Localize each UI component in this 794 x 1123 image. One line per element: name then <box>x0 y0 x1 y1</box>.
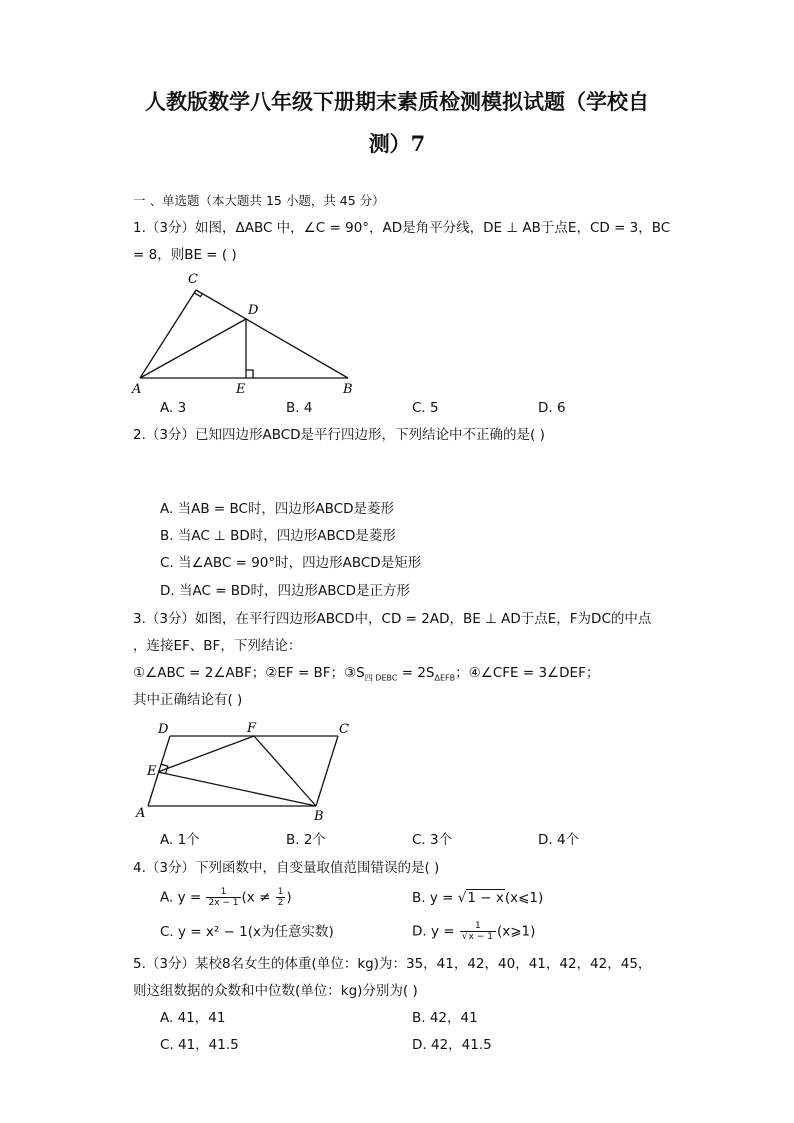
q3-option-d[interactable]: D. 4个 <box>538 832 580 848</box>
segment-ac <box>140 290 196 378</box>
q2-option-d[interactable]: D. 当AC = BD时，四边形ABCD是正方形 <box>160 583 411 599</box>
q3-conclusions <box>133 664 599 688</box>
segment-fb <box>254 736 316 806</box>
label-b: B <box>343 382 353 397</box>
q3-option-b[interactable]: B. 2个 <box>286 832 326 848</box>
q5-text-line2: 则这组数据的众数和中位数(单位：kg)分别为( ) <box>133 983 418 999</box>
q5-option-b[interactable]: B. 42，41 <box>412 1010 478 1026</box>
q4-d-fraction: $\frac{1}{√x - 1}$ <box>460 921 496 942</box>
q3-conclusion-1: ①∠ABC = 2∠ABF； <box>133 665 266 681</box>
label-a: A <box>136 806 146 821</box>
q3-text-line2: ，连接EF、BF，下列结论： <box>133 638 302 654</box>
q1-text-line2: = 8，则BE = ( ) <box>133 247 237 263</box>
q4-option-d[interactable]: D. y = $\frac{1}{√x - 1}$ (x⩾1) <box>412 921 536 942</box>
q4-text: 4.（3分）下列函数中，自变量取值范围错误的是( ) <box>133 860 440 876</box>
q3-conclusion-2: ②EF = BF； <box>265 665 345 681</box>
segment-ad <box>140 319 246 378</box>
label-e: E <box>147 764 157 779</box>
q1-text-line1: 1.（3分）如图，ΔABC 中，∠C = 90°，AD是角平分线，DE ⊥ AB于点E，CD = 3，BC <box>133 220 671 236</box>
right-angle-mark-e <box>246 370 253 378</box>
q4-option-a[interactable]: A. y = $\frac{1}{2x - 1}$ (x ≠ $\frac{1}{2}$ ) <box>160 887 292 908</box>
label-c: C <box>339 722 349 737</box>
segment-cb <box>316 736 338 806</box>
q2-option-b[interactable]: B. 当AC ⊥ BD时，四边形ABCD是菱形 <box>160 528 396 544</box>
q3-conclusion-3: $③S_{四 DEBC} = 2S_{\Delta EFB}$； <box>344 665 469 683</box>
label-c: C <box>188 272 198 287</box>
q5-text-line1: 5.（3分）某校8名女生的体重(单位：kg)为：35，41，42，40，41，42，42，45， <box>133 956 652 972</box>
q5-option-c[interactable]: C. 41，41.5 <box>160 1037 239 1053</box>
q3-conclusion-4: ④∠CFE = 3∠DEF； <box>468 665 600 681</box>
label-e: E <box>236 382 246 397</box>
q3-text-line4: 其中正确结论有( ) <box>133 692 243 708</box>
q3-option-a[interactable]: A. 1个 <box>160 832 200 848</box>
q5-option-a[interactable]: A. 41，41 <box>160 1010 226 1026</box>
q3-parallelogram-figure <box>130 716 360 826</box>
q5-option-d[interactable]: D. 42，41.5 <box>412 1037 492 1053</box>
q4-a-half: $\frac{1}{2}$ <box>277 887 284 908</box>
page-title-line1: 人教版数学八年级下册期末素质检测模拟试题（学校自 <box>145 89 649 114</box>
segment-eb <box>158 772 316 806</box>
q2-text: 2.（3分）已知四边形ABCD是平行四边形，下列结论中不正确的是( ) <box>133 427 545 443</box>
segment-fe <box>158 736 254 772</box>
q4-option-b[interactable]: B. y = √1 − x(x⩽1) <box>412 890 544 906</box>
page-title-line2: 测）7 <box>368 131 426 156</box>
section-heading: 一 、单选题（本大题共 15 小题，共 45 分） <box>133 193 385 208</box>
q2-option-a[interactable]: A. 当AB = BC时，四边形ABCD是菱形 <box>160 501 395 517</box>
q3-option-c[interactable]: C. 3个 <box>412 832 453 848</box>
q1-option-b[interactable]: B. 4 <box>286 400 313 416</box>
q1-option-d[interactable]: D. 6 <box>538 400 566 416</box>
q1-option-a[interactable]: A. 3 <box>160 400 187 416</box>
q1-option-c[interactable]: C. 5 <box>412 400 439 416</box>
label-b: B <box>314 809 324 824</box>
q4-option-c[interactable]: C. y = x² − 1(x为任意实数) <box>160 924 334 940</box>
q3-text-line1: 3.（3分）如图，在平行四边形ABCD中，CD = 2AD，BE ⊥ AD于点E，F为DC的中点 <box>133 611 652 627</box>
q1-triangle-figure <box>130 266 370 398</box>
q2-option-c[interactable]: C. 当∠ABC = 90°时，四边形ABCD是矩形 <box>160 555 422 571</box>
label-f: F <box>247 721 257 736</box>
label-d: D <box>248 303 259 318</box>
label-d: D <box>158 722 169 737</box>
label-a: A <box>132 382 142 397</box>
q4-a-fraction: $\frac{1}{2x - 1}$ <box>208 887 239 908</box>
